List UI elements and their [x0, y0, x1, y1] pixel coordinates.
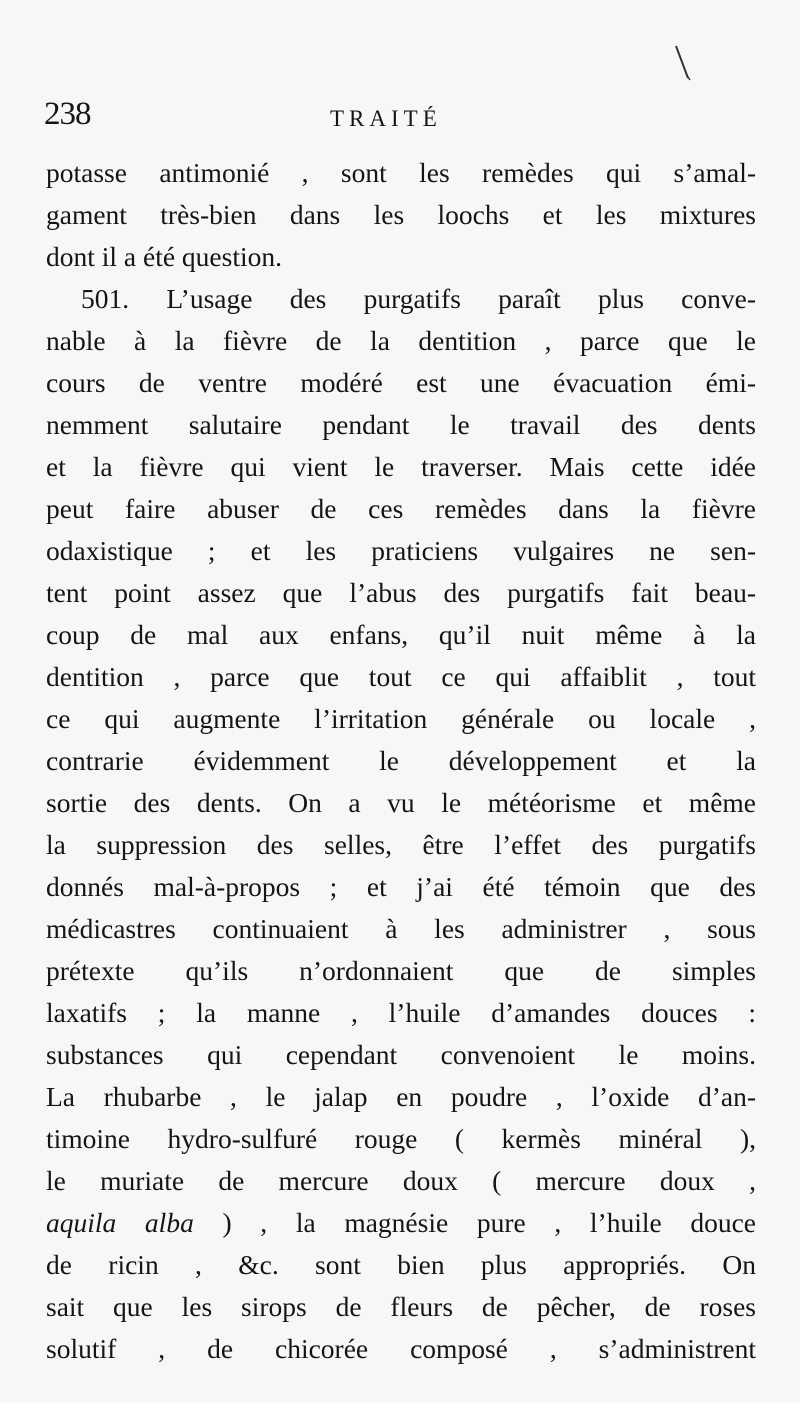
text-line: sortie des dents. On a vu le météorisme et même — [46, 787, 756, 818]
text-line: tent point assez que l’abus des purgatifs fait beau- — [46, 577, 756, 608]
body-text — [46, 152, 756, 1370]
text-line: substances qui cependant convenoient le moins. — [46, 1039, 756, 1070]
text-line: médicastres continuaient à les administrer , sous — [46, 913, 756, 944]
text-line: timoine hydro-sulfuré rouge ( kermès minéral ), — [46, 1123, 756, 1154]
text-line: cours de ventre modéré est une évacuation émi- — [46, 367, 756, 398]
text-line: odaxistique ; et les praticiens vulgaires ne sen- — [46, 535, 756, 566]
text-line: nemment salutaire pendant le travail des dents — [46, 409, 756, 440]
text-line: gament très-bien dans les loochs et les mixtures — [46, 199, 756, 230]
text-line: solutif , de chicorée composé , s’administrent — [46, 1333, 756, 1364]
text-line: dentition , parce que tout ce qui affaiblit , tout — [46, 661, 756, 692]
text-line: ce qui augmente l’irritation générale ou locale , — [46, 703, 756, 734]
stray-pen-mark — [686, 74, 690, 80]
page-header — [44, 96, 764, 146]
stray-pen-mark — [676, 46, 688, 78]
text-line: coup de mal aux enfans, qu’il nuit même à la — [46, 619, 756, 650]
text-line: aquila alba ) , la magnésie pure , l’huile douce — [46, 1207, 756, 1238]
text-line: de ricin , &c. sont bien plus appropriés. On — [46, 1249, 756, 1280]
text-line: donnés mal-à-propos ; et j’ai été témoin que des — [46, 871, 756, 902]
text-line: dont il a été question. — [46, 241, 282, 272]
text-line: le muriate de mercure doux ( mercure doux , — [46, 1165, 756, 1196]
text-line: contrarie évidemment le développement et la — [46, 745, 756, 776]
text-line: sait que les sirops de fleurs de pêcher, de roses — [46, 1291, 756, 1322]
text-line: nable à la fièvre de la dentition , parce que le — [46, 325, 756, 356]
text-line: laxatifs ; la manne , l’huile d’amandes douces : — [46, 997, 756, 1028]
paragraph-start-line: 501. L’usage des purgatifs paraît plus conve- — [81, 283, 756, 314]
text-line: prétexte qu’ils n’ordonnaient que de simples — [46, 955, 756, 986]
text-line: potasse antimonié , sont les remèdes qui s’amal- — [46, 157, 756, 188]
running-title: TRAITÉ — [330, 106, 442, 131]
text-line: la suppression des selles, être l’effet des purgatifs — [46, 829, 756, 860]
text-line: peut faire abuser de ces remèdes dans la fièvre — [46, 493, 756, 524]
text-line: et la fièvre qui vient le traverser. Mais cette idée — [46, 451, 756, 482]
italic-term: aquila alba — [46, 1207, 194, 1238]
text-line: La rhubarbe , le jalap en poudre , l’oxide d’an- — [46, 1081, 756, 1112]
page-number: 238 — [44, 96, 91, 132]
